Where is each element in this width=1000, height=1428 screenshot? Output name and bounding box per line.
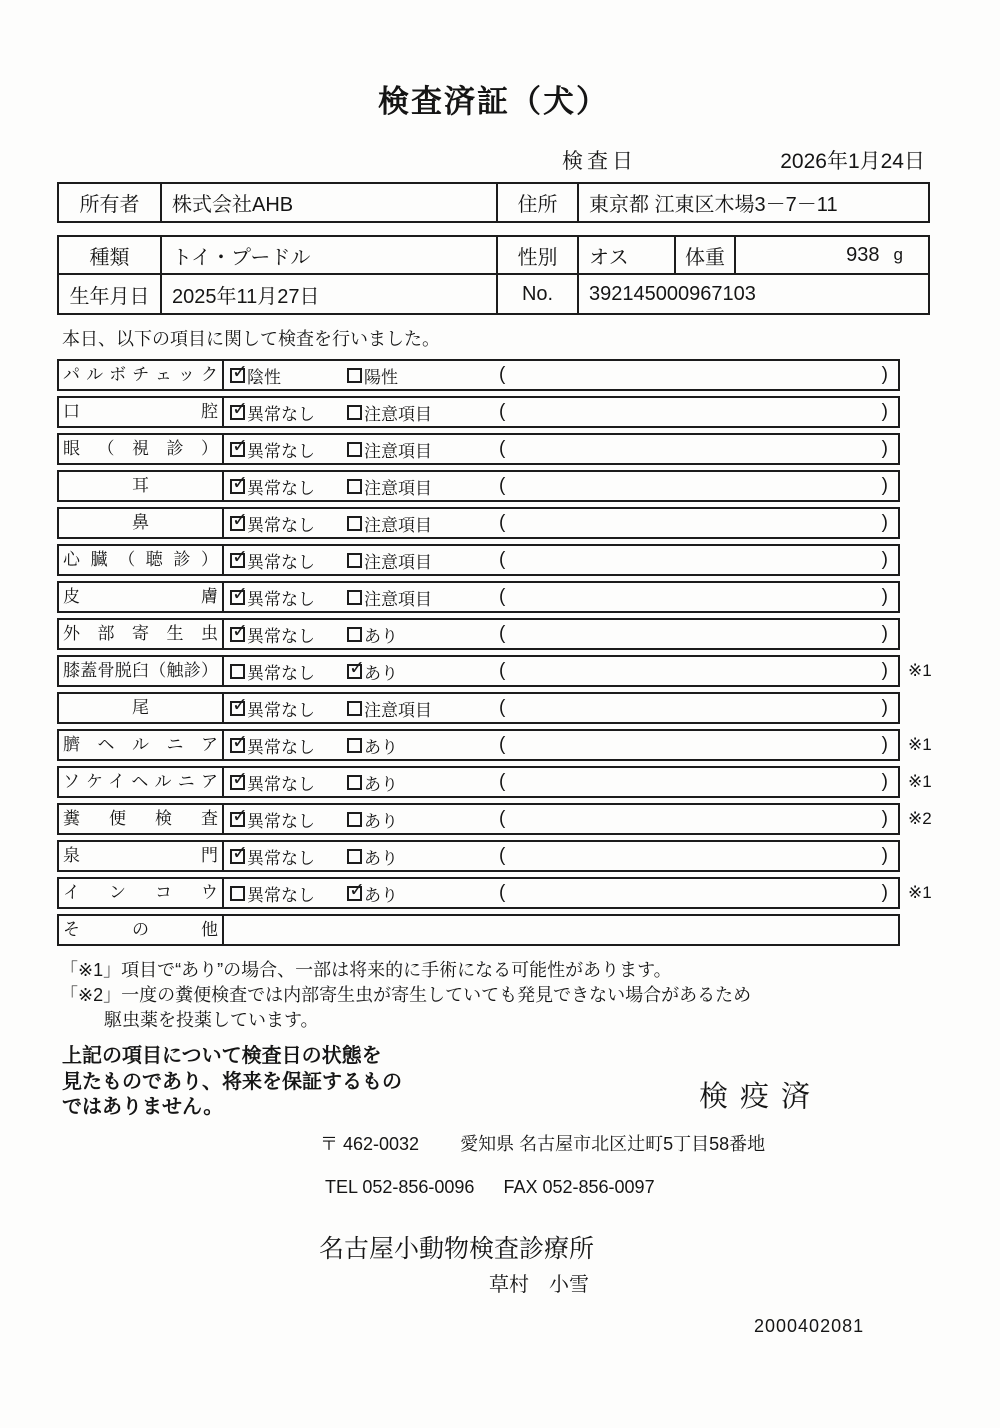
- checklist-row-body: [224, 361, 898, 389]
- checklist-row: [57, 692, 900, 724]
- remarks-close-paren: ): [881, 586, 888, 607]
- checklist-row: [57, 396, 900, 428]
- checklist-item-label: 膝蓋骨脱臼（触診）: [59, 657, 224, 685]
- checkbox-icon: [347, 405, 362, 420]
- option-1-label: 異常なし: [247, 589, 315, 609]
- remarks-open-paren: (: [499, 734, 506, 755]
- clinic-address: 愛知県 名古屋市北区辻町5丁目58番地: [460, 1133, 766, 1154]
- clinic-tel: TEL 052-856-0096: [325, 1176, 475, 1197]
- checklist-row: [57, 618, 900, 650]
- checklist-row-body: [224, 879, 898, 907]
- checkbox-icon: [347, 738, 362, 753]
- option-2: [347, 807, 499, 832]
- checklist-row-body: [224, 435, 898, 463]
- remarks-open-paren: (: [499, 364, 506, 385]
- checkbox-icon: [230, 775, 245, 790]
- veterinarian-name: 草村 小雪: [489, 1273, 589, 1296]
- examination-checklist: [57, 359, 932, 946]
- footnotes-block: [60, 958, 1000, 1033]
- checkbox-icon: [230, 701, 245, 716]
- checklist-row: [57, 914, 900, 946]
- checkbox-icon: [230, 627, 245, 642]
- breed-label: 種類: [59, 237, 162, 273]
- checkbox-icon: [347, 553, 362, 568]
- remarks-close-paren: ): [881, 475, 888, 496]
- option-1-label: 異常なし: [247, 626, 315, 646]
- checklist-item-label: 皮膚: [59, 583, 224, 611]
- intro-text: 本日、以下の項目に関して検査を行いました。: [62, 329, 440, 349]
- breed-value: トイ・プードル: [172, 246, 311, 269]
- checklist-row: [57, 581, 900, 613]
- option-1-label: 異常なし: [247, 663, 315, 683]
- checklist-item-label: 泉門: [59, 842, 224, 870]
- remarks-open-paren: (: [499, 438, 506, 459]
- option-1-label: 異常なし: [247, 441, 315, 461]
- checklist-item-label: その他: [59, 916, 224, 944]
- checklist-row: [57, 507, 900, 539]
- option-2: [347, 844, 499, 869]
- option-2-label: あり: [364, 663, 398, 683]
- checklist-row-body: [224, 620, 898, 648]
- checklist-row-body: [224, 768, 898, 796]
- option-2: [347, 548, 499, 573]
- disclaimer-line-2: 見たものであり、将来を保証するもの: [62, 1070, 402, 1093]
- checklist-row-body: [224, 398, 898, 426]
- birthdate-value: 2025年11月27日: [172, 285, 320, 308]
- checklist-row: [57, 544, 900, 576]
- option-2-label: あり: [364, 885, 398, 905]
- checkbox-icon: [230, 664, 245, 679]
- option-1: [230, 622, 347, 647]
- option-1: [230, 844, 347, 869]
- remarks-open-paren: (: [499, 771, 506, 792]
- checkbox-icon: [347, 368, 362, 383]
- checklist-item-label: 鼻: [59, 509, 224, 537]
- option-2: [347, 474, 499, 499]
- owner-name: 株式会社AHB: [172, 194, 294, 216]
- checklist-row-body: [224, 472, 898, 500]
- option-1: [230, 400, 347, 425]
- registration-no-label: No.: [496, 275, 579, 313]
- weight-label: 体重: [674, 237, 736, 273]
- remarks-open-paren: (: [499, 845, 506, 866]
- checkbox-icon: [230, 516, 245, 531]
- remarks-close-paren: ): [881, 882, 888, 903]
- option-2-label: 注意項目: [364, 589, 432, 609]
- clinic-address-line: [320, 1130, 1000, 1156]
- checkbox-icon: [347, 627, 362, 642]
- checklist-row: [57, 766, 932, 798]
- remarks-open-paren: (: [499, 512, 506, 533]
- owner-label: 所有者: [59, 184, 162, 221]
- option-2-label: 注意項目: [364, 478, 432, 498]
- footnote-1: 「※1」項目で“あり”の場合、一部は将来的に手術になる可能性があります。: [60, 960, 672, 980]
- footnote-marker: ※2: [908, 809, 932, 828]
- pet-table-row-2: [59, 275, 928, 313]
- remarks-open-paren: (: [499, 660, 506, 681]
- option-2-label: あり: [364, 626, 398, 646]
- option-1: [230, 437, 347, 462]
- remarks-close-paren: ): [881, 771, 888, 792]
- checkbox-icon: [230, 812, 245, 827]
- checkbox-icon: [347, 479, 362, 494]
- option-2-label: 注意項目: [364, 552, 432, 572]
- sex-value: オス: [589, 246, 629, 269]
- checklist-item-label: パルボチェック: [59, 361, 224, 389]
- option-2: [347, 733, 499, 758]
- checklist-row: [57, 433, 900, 465]
- checklist-row: [57, 840, 900, 872]
- checklist-item-label: 尾: [59, 694, 224, 722]
- option-1-label: 異常なし: [247, 737, 315, 757]
- checklist-row: [57, 655, 932, 687]
- checkbox-icon: [230, 442, 245, 457]
- option-1: [230, 474, 347, 499]
- footnote-marker: ※1: [908, 661, 932, 680]
- checkbox-icon: [230, 738, 245, 753]
- option-1-label: 異常なし: [247, 774, 315, 794]
- checklist-row: [57, 729, 932, 761]
- remarks-open-paren: (: [499, 697, 506, 718]
- checkbox-icon: [347, 442, 362, 457]
- option-2: [347, 770, 499, 795]
- checklist-row-body: [224, 694, 898, 722]
- remarks-close-paren: ): [881, 438, 888, 459]
- checkbox-icon: [347, 812, 362, 827]
- checkbox-icon: [230, 849, 245, 864]
- sex-label: 性別: [496, 237, 579, 273]
- option-1: [230, 770, 347, 795]
- option-1-label: 異常なし: [247, 552, 315, 572]
- remarks-close-paren: ): [881, 512, 888, 533]
- remarks-open-paren: (: [499, 623, 506, 644]
- checklist-row: [57, 470, 900, 502]
- checklist-row-body: [224, 509, 898, 537]
- remarks-close-paren: ): [881, 401, 888, 422]
- option-2: [347, 696, 499, 721]
- option-2: [347, 881, 499, 906]
- checkbox-icon: [347, 849, 362, 864]
- remarks-close-paren: ): [881, 845, 888, 866]
- option-1-label: 陰性: [247, 367, 281, 387]
- option-1-label: 異常なし: [247, 478, 315, 498]
- option-2-label: あり: [364, 774, 398, 794]
- remarks-open-paren: (: [499, 401, 506, 422]
- checkbox-icon: [347, 664, 362, 679]
- quarantine-passed-stamp: 検疫済: [699, 1081, 823, 1113]
- address-label: 住所: [496, 184, 579, 221]
- option-2: [347, 437, 499, 462]
- option-1: [230, 733, 347, 758]
- footnote-2: 「※2」一度の糞便検査では内部寄生虫が寄生していても発見できない場合があるため: [60, 985, 752, 1005]
- option-1: [230, 881, 347, 906]
- remarks-close-paren: ): [881, 549, 888, 570]
- option-2: [347, 511, 499, 536]
- option-2-label: あり: [364, 811, 398, 831]
- inspection-date-row: [57, 145, 930, 175]
- footnote-marker: ※1: [908, 883, 932, 902]
- weight-unit: g: [893, 245, 903, 264]
- disclaimer-line-1: 上記の項目について検査日の状態を: [62, 1045, 382, 1067]
- checkbox-icon: [230, 886, 245, 901]
- remarks-close-paren: ): [881, 364, 888, 385]
- option-2-label: あり: [364, 848, 398, 868]
- checkbox-icon: [347, 590, 362, 605]
- checklist-item-label: 口腔: [59, 398, 224, 426]
- option-1-label: 異常なし: [247, 700, 315, 720]
- registration-no-value: 392145000967103: [589, 282, 756, 305]
- checklist-row-body: [224, 805, 898, 833]
- checkbox-icon: [347, 516, 362, 531]
- remarks-close-paren: ): [881, 734, 888, 755]
- option-2: [347, 585, 499, 610]
- checklist-item-label: 臍ヘルニア: [59, 731, 224, 759]
- option-2-label: 注意項目: [364, 404, 432, 424]
- remarks-close-paren: ): [881, 660, 888, 681]
- inspection-date-value: 2026年1月24日: [780, 150, 925, 173]
- checklist-row-body: [224, 657, 898, 685]
- footnote-marker: ※1: [908, 772, 932, 791]
- option-2-label: あり: [364, 737, 398, 757]
- clinic-fax: FAX 052-856-0097: [503, 1176, 655, 1197]
- weight-value: [736, 237, 928, 273]
- checklist-row: [57, 877, 932, 909]
- option-1-label: 異常なし: [247, 404, 315, 424]
- page-title: 検査済証（犬）: [378, 84, 609, 119]
- option-1: [230, 807, 347, 832]
- remarks-close-paren: ): [881, 808, 888, 829]
- option-1: [230, 659, 347, 684]
- option-2: [347, 400, 499, 425]
- option-1-label: 異常なし: [247, 515, 315, 535]
- remarks-open-paren: (: [499, 586, 506, 607]
- option-1-label: 異常なし: [247, 811, 315, 831]
- checklist-row: [57, 803, 932, 835]
- option-1-label: 異常なし: [247, 885, 315, 905]
- checkbox-icon: [230, 368, 245, 383]
- footnote-2-continued: 駆虫薬を投薬しています。: [104, 1010, 319, 1030]
- clinic-name: 名古屋小動物検査診療所: [319, 1234, 595, 1263]
- checkbox-icon: [347, 701, 362, 716]
- weight-number: 938: [846, 243, 880, 266]
- pet-table-row-1: [59, 237, 928, 275]
- checklist-item-label: 心臓（聴診）: [59, 546, 224, 574]
- option-1: [230, 511, 347, 536]
- remarks-open-paren: (: [499, 549, 506, 570]
- option-2-label: 注意項目: [364, 700, 432, 720]
- checkbox-icon: [230, 405, 245, 420]
- option-1: [230, 548, 347, 573]
- postal-code: 〒 462-0032: [320, 1133, 420, 1154]
- checklist-row-body: [224, 731, 898, 759]
- serial-number: 2000402081: [754, 1315, 865, 1336]
- checkbox-icon: [230, 479, 245, 494]
- remarks-close-paren: ): [881, 623, 888, 644]
- footnote-marker: ※1: [908, 735, 932, 754]
- checklist-row-body: [224, 916, 898, 944]
- option-2: [347, 659, 499, 684]
- checklist-row-body: [224, 546, 898, 574]
- remarks-open-paren: (: [499, 808, 506, 829]
- option-2-label: 注意項目: [364, 441, 432, 461]
- option-1-label: 異常なし: [247, 848, 315, 868]
- checkbox-icon: [230, 590, 245, 605]
- birthdate-label: 生年月日: [59, 275, 162, 313]
- option-1: [230, 363, 347, 388]
- disclaimer-line-3: ではありません。: [62, 1096, 224, 1118]
- checklist-item-label: 眼（視診）: [59, 435, 224, 463]
- disclaimer-section: [57, 1044, 930, 1121]
- remarks-open-paren: (: [499, 475, 506, 496]
- pet-table: [57, 235, 930, 315]
- checklist-item-label: インコウ: [59, 879, 224, 907]
- checkbox-icon: [347, 886, 362, 901]
- checklist-item-label: 外部寄生虫: [59, 620, 224, 648]
- inspection-date-label: 検査日: [562, 150, 637, 173]
- option-2: [347, 622, 499, 647]
- remarks-open-paren: (: [499, 882, 506, 903]
- checklist-row-body: [224, 842, 898, 870]
- checklist-item-label: ソケイヘルニア: [59, 768, 224, 796]
- checklist-row-body: [224, 583, 898, 611]
- option-2-label: 陽性: [364, 367, 398, 387]
- option-1: [230, 585, 347, 610]
- clinic-contact-line: [325, 1177, 1000, 1198]
- checklist-item-label: 耳: [59, 472, 224, 500]
- option-2: [347, 363, 499, 388]
- checklist-row: [57, 359, 900, 391]
- checkbox-icon: [230, 553, 245, 568]
- option-2-label: 注意項目: [364, 515, 432, 535]
- checklist-item-label: 糞便検査: [59, 805, 224, 833]
- owner-table: [57, 182, 930, 223]
- owner-address: 東京都 江東区木場3－7－11: [589, 194, 838, 216]
- option-1: [230, 696, 347, 721]
- checkbox-icon: [347, 775, 362, 790]
- remarks-close-paren: ): [881, 697, 888, 718]
